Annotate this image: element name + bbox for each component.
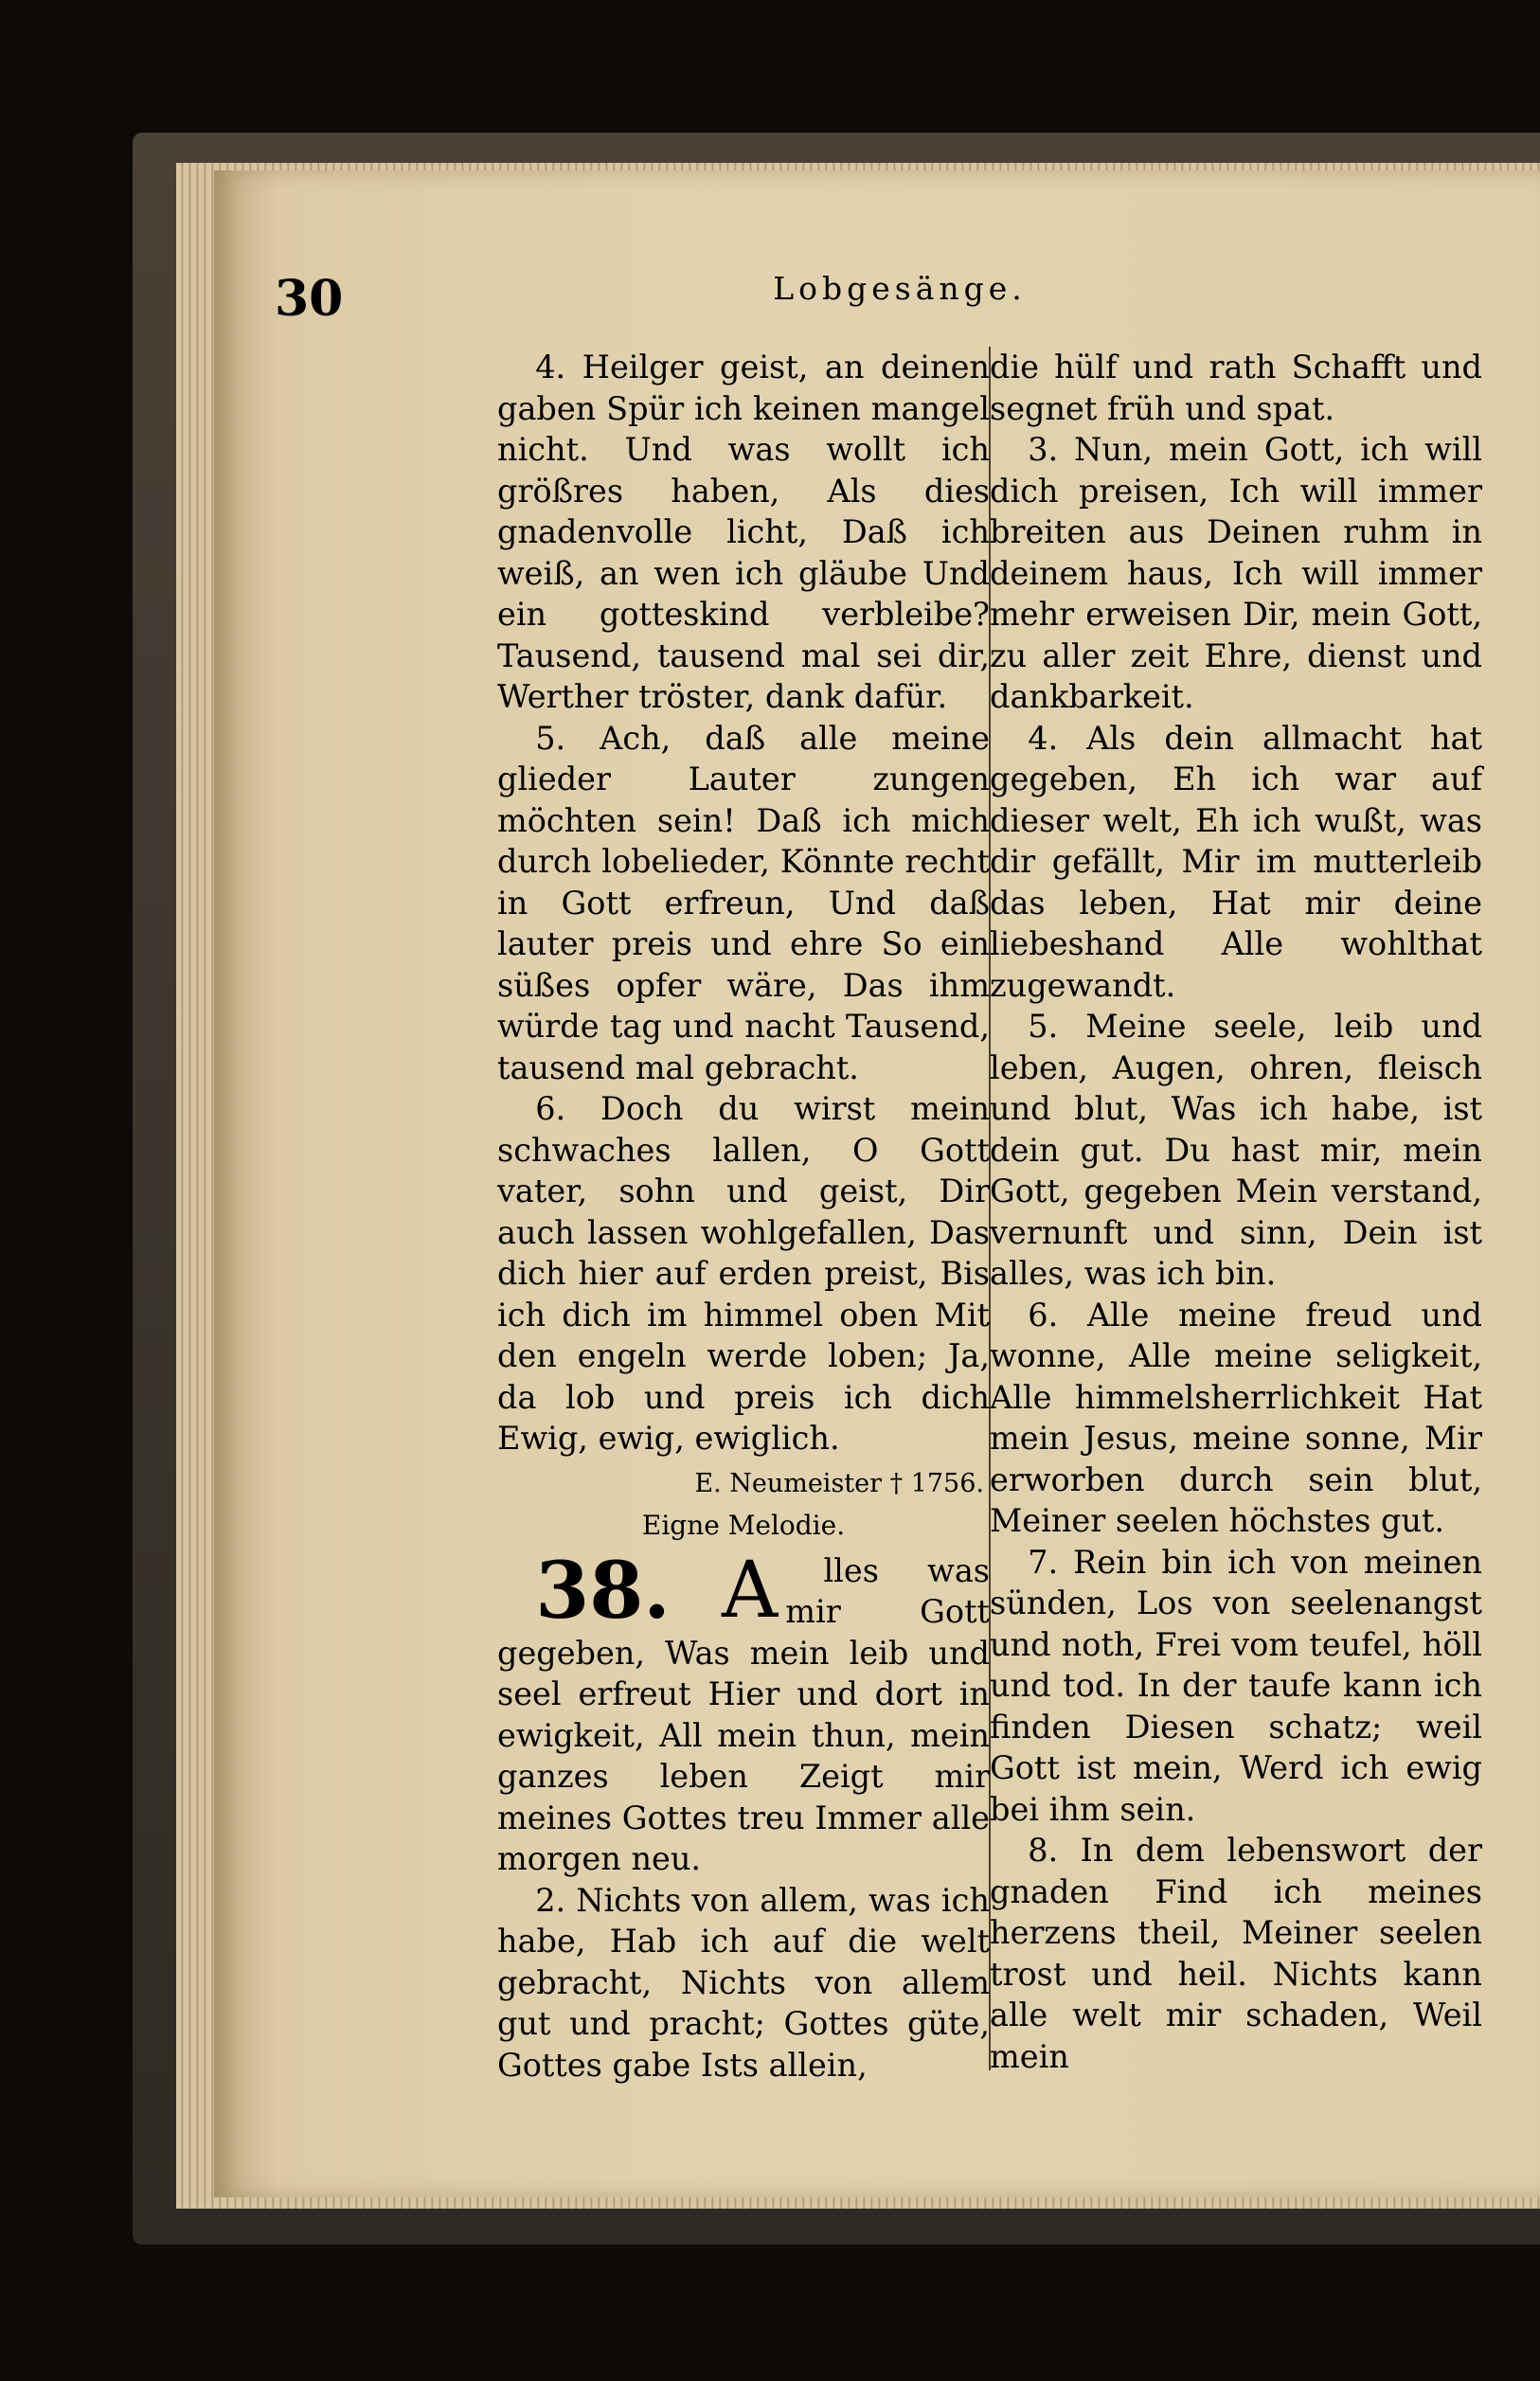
hymn-38-verse-3: 3. Nun, mein Gott, ich will dich preisen, Ich will immer breiten aus Deinen ruhm in deinem haus, Ich will immer mehr erweisen Dir, mein Gott, zu aller zeit Ehre, dienst und dankbarkeit. [990,431,1482,715]
hymn-number: 38. [535,1545,671,1637]
hymn-38-verse-4: 4. Als dein allmacht hat gegeben, Eh ich war auf dieser welt, Eh ich wußt, was dir gefällt, Mir im mutterleib das leben, Hat mir deine liebeshand Alle wohlthat zugewandt. [990,719,1482,1004]
page-number: 30 [275,270,344,328]
verse-6: 6. Doch du wirst mein schwaches lallen, O Gott vater, sohn und geist, Dir auch lassen wohlgefallen, Das dich hier auf erden preist, Bis ich dich im himmel oben Mit den engeln werde loben; Ja, da lob und preis ich dich Ewig, ewig, ewiglich. [497,1090,990,1457]
verse-2-continued: die hülf und rath Schafft und segnet früh und spat. [990,349,1482,427]
verse-5: 5. Ach, daß alle meine glieder Lauter zungen möchten sein! Daß ich mich durch lobelieder, Könnte recht in Gott erfreun, Und daß lauter preis und ehre So ein süßes opfer wäre, Das ihm würde tag und nacht Tausend, tausend mal gebracht. [497,719,990,1086]
right-column [990,347,1482,2077]
hymn-38-verse-7: 7. Rein bin ich von meinen sünden, Los von seelenangst und noth, Frei vom teufel, höll und tod. In der taufe kann ich finden Diesen schatz; weil Gott ist mein, Werd ich ewig bei ihm sein. [990,1543,1482,1828]
melody-note: Eigne Melodie. [641,1509,846,1541]
drop-cap: A [722,1545,779,1636]
left-column [497,347,990,2086]
hymn-38-verse-1-text: lles was mir Gott gegeben, Was mein leib und seel erfreut Hier und dort in ewigkeit, All mein thun, mein ganzes leben Zeigt mir meines Gottes treu Immer alle morgen neu. [497,1551,990,1877]
hymn-38-verse-5: 5. Meine seele, leib und leben, Augen, ohren, fleisch und blut, Was ich habe, ist dein gut. Du hast mir, mein Gott, gegeben Mein verstand, vernunft und sinn, Dein ist alles, was ich bin. [990,1008,1482,1292]
author-attribution: E. Neumeister † 1756. [694,1468,984,1498]
hymn-38-verse-2: 2. Nichts von allem, was ich habe, Hab ich auf die welt gebracht, Nichts von allem gut und pracht; Gottes güte, Gottes gabe Ists allein, [497,1881,990,2084]
hymn-38-verse-8: 8. In dem lebenswort der gnaden Find ich meines herzens theil, Meiner seelen trost und heil. Nichts kann alle welt mir schaden, Weil mein [990,1832,1482,2075]
hymn-38-verse-6: 6. Alle meine freud und wonne, Alle meine seligkeit, Alle himmelsherrlichkeit Hat mein Jesus, meine sonne, Mir erworben durch sein blut, Meiner seelen höchstes gut. [990,1296,1482,1539]
hymn-38-verse-1 [497,1545,990,1880]
running-title: Lobgesänge. [773,270,1027,307]
verse-4: 4. Heilger geist, an deinen gaben Spür ich keinen mangel nicht. Und was wollt ich größres haben, Als dies gnadenvolle licht, Daß ich weiß, an wen ich gläube Und ein gotteskind verbleibe? Tausend, tausend mal sei dir, Werther tröster, dank dafür. [497,349,990,715]
